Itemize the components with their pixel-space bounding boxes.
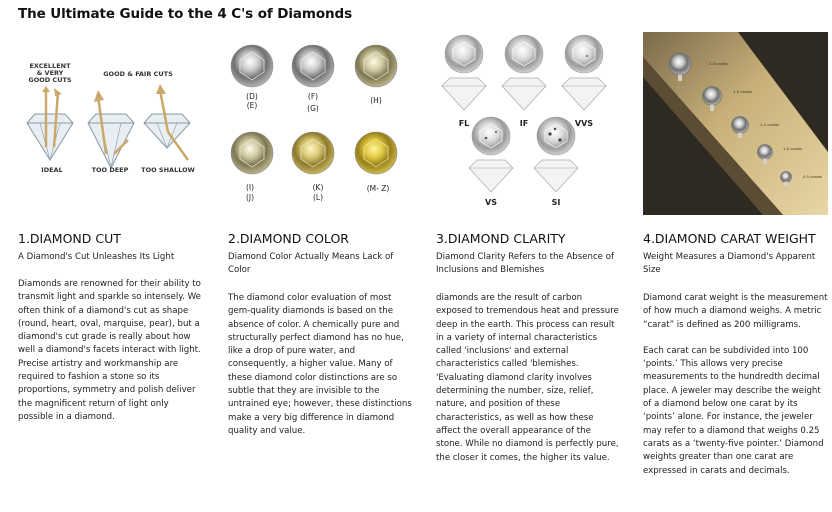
color-body: The diamond color evaluation of most gem-quality diamonds is based on the absence of color. A chemically pure and structurally perfect diamond has no hue, like a drop of pure water, and consequently, a higher value. Many of these diamond color distinctions are so subtle that they are invisible to the untrained eye; however, these distinctions make a very big difference in diamond quality and value.: [228, 293, 412, 436]
cut-subtitle: A Diamond's Cut Unleashes Its Light: [18, 252, 175, 262]
clarity-body: diamonds are the result of carbon exposed to tremendous heat and pressure deep in the earth. This process can result in a variety of internal characteristics called 'inclusions' and external characteristics called 'blemishes. 'Evaluating diamond clarity involves determining the number, size, relief, nature, and position of these characteristics, as well as how these affect the overall appearance of the stone. While no diamond is perfectly pure, the closer it comes, the higher its value.: [436, 293, 619, 463]
carat-section: [643, 32, 832, 476]
color-section: [228, 32, 418, 436]
color-label-f: (F): [307, 92, 319, 101]
carat-label-4: 1.0 carats: [783, 146, 803, 151]
carat-title: 4.DIAMOND CARAT WEIGHT: [643, 231, 816, 246]
color-label-g: (G): [307, 104, 319, 113]
carat-subtitle: Weight Measures a Diamond's Apparent Size: [643, 252, 816, 275]
carat-body-paragraph-2: Each carat can be subdivided into 100 ‘points.’ This allows very precise measurements to the hundredth decimal place. A jeweler may describe the weight of a diamond below one carat by its ‘points’ alone. For instance, the jeweler may refer to a diamond that weighs 0.25 carats as a ‘twenty-five pointer.’ Diamond weights greater than one carat are expressed in carats and decimals.: [643, 345, 824, 476]
cut-body: Diamonds are renowned for their ability to transmit light and sparkle so intensely. We often think of a diamond's cut as shape (round, heart, oval, marquise, pear), but a diamond's cut grade is really about how well a diamond's facets interact with light. Precise artistry and workmanship are required to fashion a stone so its proportions, symmetry and polish deliver the magnificent return of light only possible in a diamond.: [18, 279, 201, 422]
clarity-section: [436, 32, 626, 463]
clarity-label-if: IF: [519, 119, 529, 128]
carat-body: [643, 292, 829, 478]
carat-label-2: 1.5 carats: [733, 89, 753, 94]
color-label-k: (K): [312, 183, 324, 192]
color-label-i: (I): [245, 183, 255, 192]
diamond-m-z-icon: [355, 132, 397, 174]
carat-label-1: 2.0 carats: [709, 61, 729, 66]
cut-label-too-shallow: TOO SHALLOW: [141, 166, 195, 174]
cut-diagram-image: [18, 32, 204, 216]
diamond-i-j-icon: [231, 132, 273, 174]
clarity-grades-image: [436, 32, 622, 216]
clarity-label-vvs: VVS: [574, 119, 594, 128]
cut-label-good-fair: GOOD & FAIR CUTS: [103, 70, 173, 78]
cut-label-too-deep: TOO DEEP: [91, 166, 129, 174]
color-label-l: (L): [312, 193, 324, 202]
carat-label-5: 0.5 carats: [803, 174, 823, 179]
cut-section: [18, 32, 208, 422]
clarity-label-vs: VS: [485, 198, 497, 207]
color-subtitle: Diamond Color Actually Means Lack of Color: [228, 252, 394, 275]
page-title: The Ultimate Guide to the 4 C's of Diamonds: [18, 6, 353, 22]
carat-label-3: 1.2 carats: [760, 122, 780, 127]
diamond-h-icon: [355, 45, 397, 87]
color-label-e: (E): [246, 101, 258, 110]
carat-body-paragraph-1: Diamond carat weight is the measurement of how much a diamond weighs. A metric “carat” is defined as 200 milligrams.: [643, 293, 828, 330]
cut-label-excellent-1: EXCELLENT: [29, 62, 71, 70]
diamond-k-l-icon: [292, 132, 334, 174]
cut-title: 1.DIAMOND CUT: [18, 231, 121, 246]
clarity-subtitle: Diamond Clarity Refers to the Absence of Inclusions and Blemishes: [436, 252, 614, 275]
color-label-j: (J): [245, 193, 255, 202]
clarity-label-fl: FL: [458, 119, 470, 128]
clarity-label-si: SI: [551, 198, 561, 207]
color-title: 2.DIAMOND COLOR: [228, 231, 349, 246]
diamond-d-e-icon: [231, 45, 273, 87]
diamond-f-g-icon: [292, 45, 334, 87]
color-grades-image: [228, 32, 414, 216]
carat-photo: [643, 32, 828, 215]
color-label-h: (H): [370, 96, 382, 105]
cut-label-excellent-3: GOOD CUTS: [28, 76, 72, 84]
color-label-d: (D): [246, 92, 258, 101]
color-label-m-z: (M- Z): [366, 184, 390, 193]
cut-label-excellent-2: & VERY: [36, 69, 64, 77]
clarity-title: 3.DIAMOND CLARITY: [436, 231, 566, 246]
cut-label-ideal: IDEAL: [41, 166, 63, 174]
